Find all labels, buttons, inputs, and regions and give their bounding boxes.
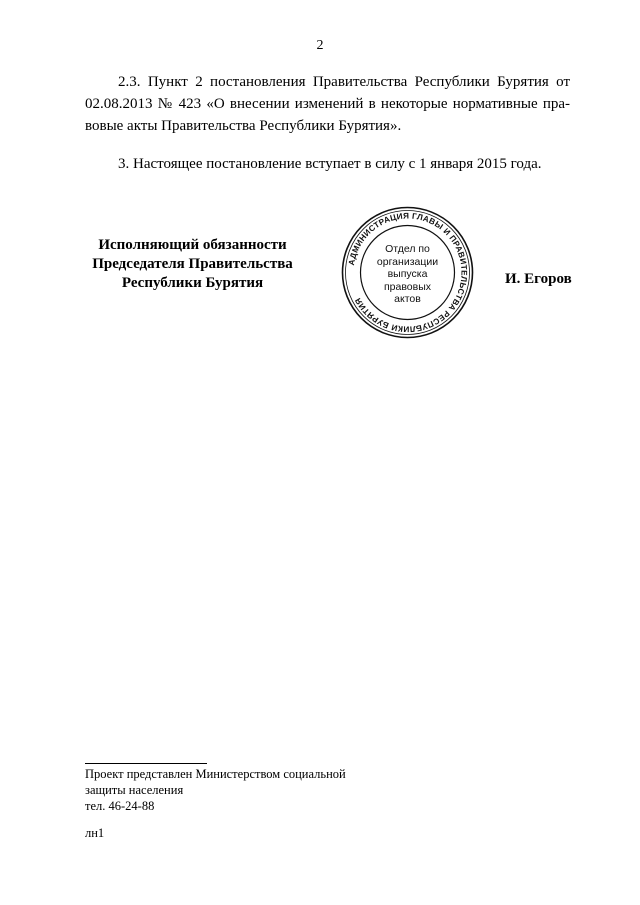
stamp-ring-text: АДМИНИСТРАЦИЯ ГЛАВЫ И ПРАВИТЕЛЬСТВА РЕСПУБЛИКИ БУРЯТИЯ (346, 211, 469, 334)
page-number: 2 (316, 38, 324, 53)
official-stamp (340, 205, 475, 340)
footnote-line: защиты населения (85, 783, 184, 797)
signatory-title-line: Исполняющий обязанности (98, 237, 287, 253)
text-line: 2.3. Пункт 2 постановления Правительства Республики Бурятия от (118, 74, 570, 90)
paragraph-3 (85, 153, 570, 175)
document-code: лн1 (85, 826, 105, 840)
text-line: 02.08.2013 № 423 «О внесении изменений в некоторые нормативные пра- (85, 96, 570, 112)
stamp-line: организации (376, 255, 439, 268)
stamp-line: актов (394, 293, 421, 305)
signatory-title (80, 236, 305, 293)
stamp-line: Отдел по (385, 243, 430, 255)
stamp-inner-text (340, 243, 475, 306)
text-line: вовые акты Правительства Республики Бурятия». (85, 118, 402, 134)
footnote-divider (85, 763, 207, 764)
text-line: 3. Настоящее постановление вступает в силу с 1 января 2015 года. (118, 156, 542, 172)
footnote-line: Проект представлен Министерством социальной (85, 767, 346, 781)
footnote (85, 766, 405, 814)
signatory-title-line: Республики Бурятия (121, 275, 264, 291)
paragraph-2-3 (85, 71, 570, 137)
signatory-title-line: Председателя Правительства (92, 256, 293, 272)
signatory-name: И. Егоров (505, 271, 572, 287)
stamp-line: выпуска (387, 268, 428, 280)
stamp-line: правовых (383, 280, 432, 293)
footnote-phone: тел. 46-24-88 (85, 799, 155, 813)
